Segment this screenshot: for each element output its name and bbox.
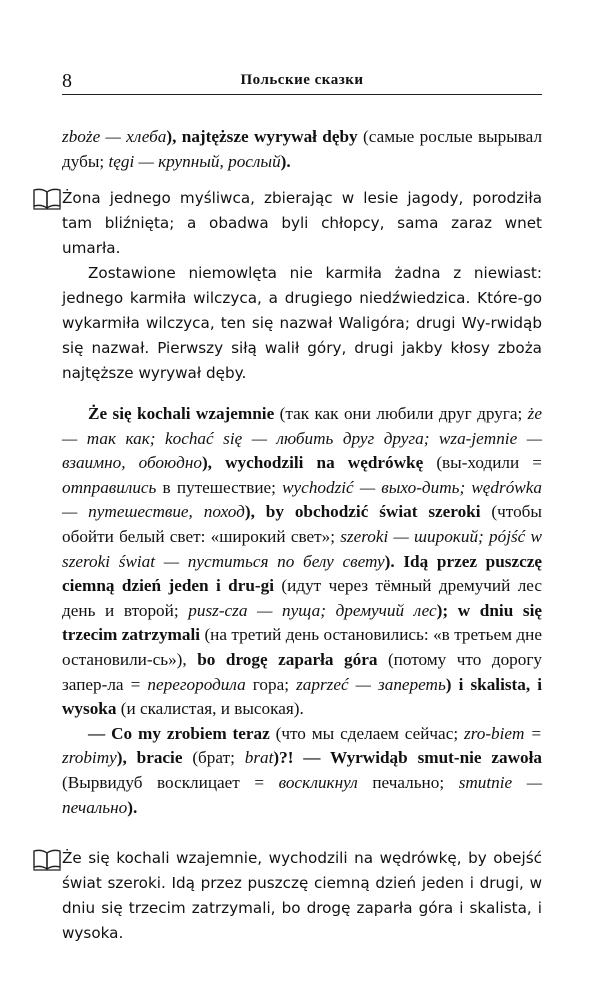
text-run: (вы-ходили = [423,453,542,473]
text-run: w dniu się trzecim zatrzymali [62,600,542,645]
text-run: bo drogę zaparła góra [197,649,378,669]
text-run: smutnie — печально [62,772,542,817]
polish-text-block-2 [62,846,542,946]
text-run: отправились [62,477,157,497]
text-run: i skalista, i wysoka [62,674,543,719]
text-run: najtęższe wyrywał dęby [181,127,358,146]
text-run: ); [436,600,458,620]
gloss-paragraph [62,125,542,174]
text-run: (идут через тёмный дремучий лес день и второй; [62,576,542,620]
text-run: (чтобы обойти белый свет: «широкий свет»; [62,502,542,546]
text-run: ), [244,502,266,522]
text-run: szeroki — широкий; pójść w szeroki świat — пуститься по белу свету [62,526,542,571]
page-header [62,64,542,94]
text-run: (брат; [182,748,245,768]
gloss-block-1 [62,125,542,174]
text-run: гора; [245,674,297,694]
text-run: zro-biem = zrobimy [62,723,542,768]
polish-text-block-1 [62,186,542,386]
running-title: Польские сказки [240,72,364,88]
text-run: ), [201,453,226,473]
text-run: воскликнул [278,772,358,792]
text-run: że — так как; kochać się — любить друг друга; wza-jemnie — взаимно, обоюдно [62,404,542,473]
gloss-paragraph [62,722,542,820]
gloss-block-2 [62,402,542,820]
text-run: ) [445,674,459,694]
text-run: (Вырвидуб восклицает = [62,772,279,792]
text-run: tęgi — крупный, рослый [108,151,281,171]
text-run: (так как они любили друг друга; [274,404,528,423]
polish-paragraph: Że się kochali wzajemnie, wychodzili na wędrówkę, by obejść świat szeroki. Idą przez puszczę ciemną dzień jeden i drugi, w dniu się trzecim zatrzymali, bo drogę zaparła góra i skalista, i wysoka. [62,849,542,942]
text-run: brat [244,748,274,768]
text-run: ), [116,748,137,768]
text-run: Że się kochali wzajemnie [88,404,275,423]
text-run: — Wyrwidąb smut-nie zawoła [303,748,542,768]
header-rule [62,94,542,95]
text-run: ). [280,151,291,171]
text-run: ). [127,797,138,817]
text-run: Idą przez puszczę ciemną dzień jeden i dru-gi [62,551,542,596]
text-run: zaprzeć — запереть [296,674,446,694]
text-run: (что мы сделаем сейчас; [269,723,464,743]
text-run: wychodzić — выхо-дить; wędrówka — путешествие, поход [62,477,542,522]
text-run: (самые рослые вырывал дубы; [62,127,543,171]
text-run: печально; [357,772,459,792]
text-run: ). [384,551,404,571]
text-run: ), [166,127,182,146]
page-number: 8 [62,70,72,92]
text-run: )?! [273,748,304,768]
open-book-icon [32,188,62,210]
text-run: wychodzili na wędrówkę [225,453,424,473]
text-run: — Co my zrobiem teraz [88,723,270,743]
gloss-paragraph [62,402,542,722]
text-run: by obchodzić świat szeroki [265,502,481,522]
text-run: zboże — хлеба [62,127,167,146]
text-run: pusz-cza — пуща; дремучий лес [188,600,437,620]
polish-paragraph: Zostawione niemowlęta nie karmiła żadna z niewiast: jednego karmiła wilczyca, a drugiego niedźwiedzica. Które-go wykarmiła wilczyca, ten się nazwał Waligóra; drugi Wy-rwidąb się nazwał. Pierwszy siłą walił góry, drugi jakby kłosy zboża najtęższe wyrywał dęby. [62,264,542,382]
text-run: в путешествие; [156,477,283,497]
text-run: (на третий день остановились: «в третьем дне остановили-сь»), [62,625,542,669]
text-run: (потому что дорогу запер-ла = [62,649,542,694]
text-run: bracie [136,748,183,768]
open-book-icon [32,849,62,871]
polish-paragraph: Żona jednego myśliwca, zbierając w lesie jagody, porodziła tam bliźnięta; a obadwa byli chłopcy, sama zaraz wnet umarła. [62,189,542,257]
text-run: (и скалистая, и высокая). [116,699,304,719]
text-run: перегородила [147,674,246,694]
